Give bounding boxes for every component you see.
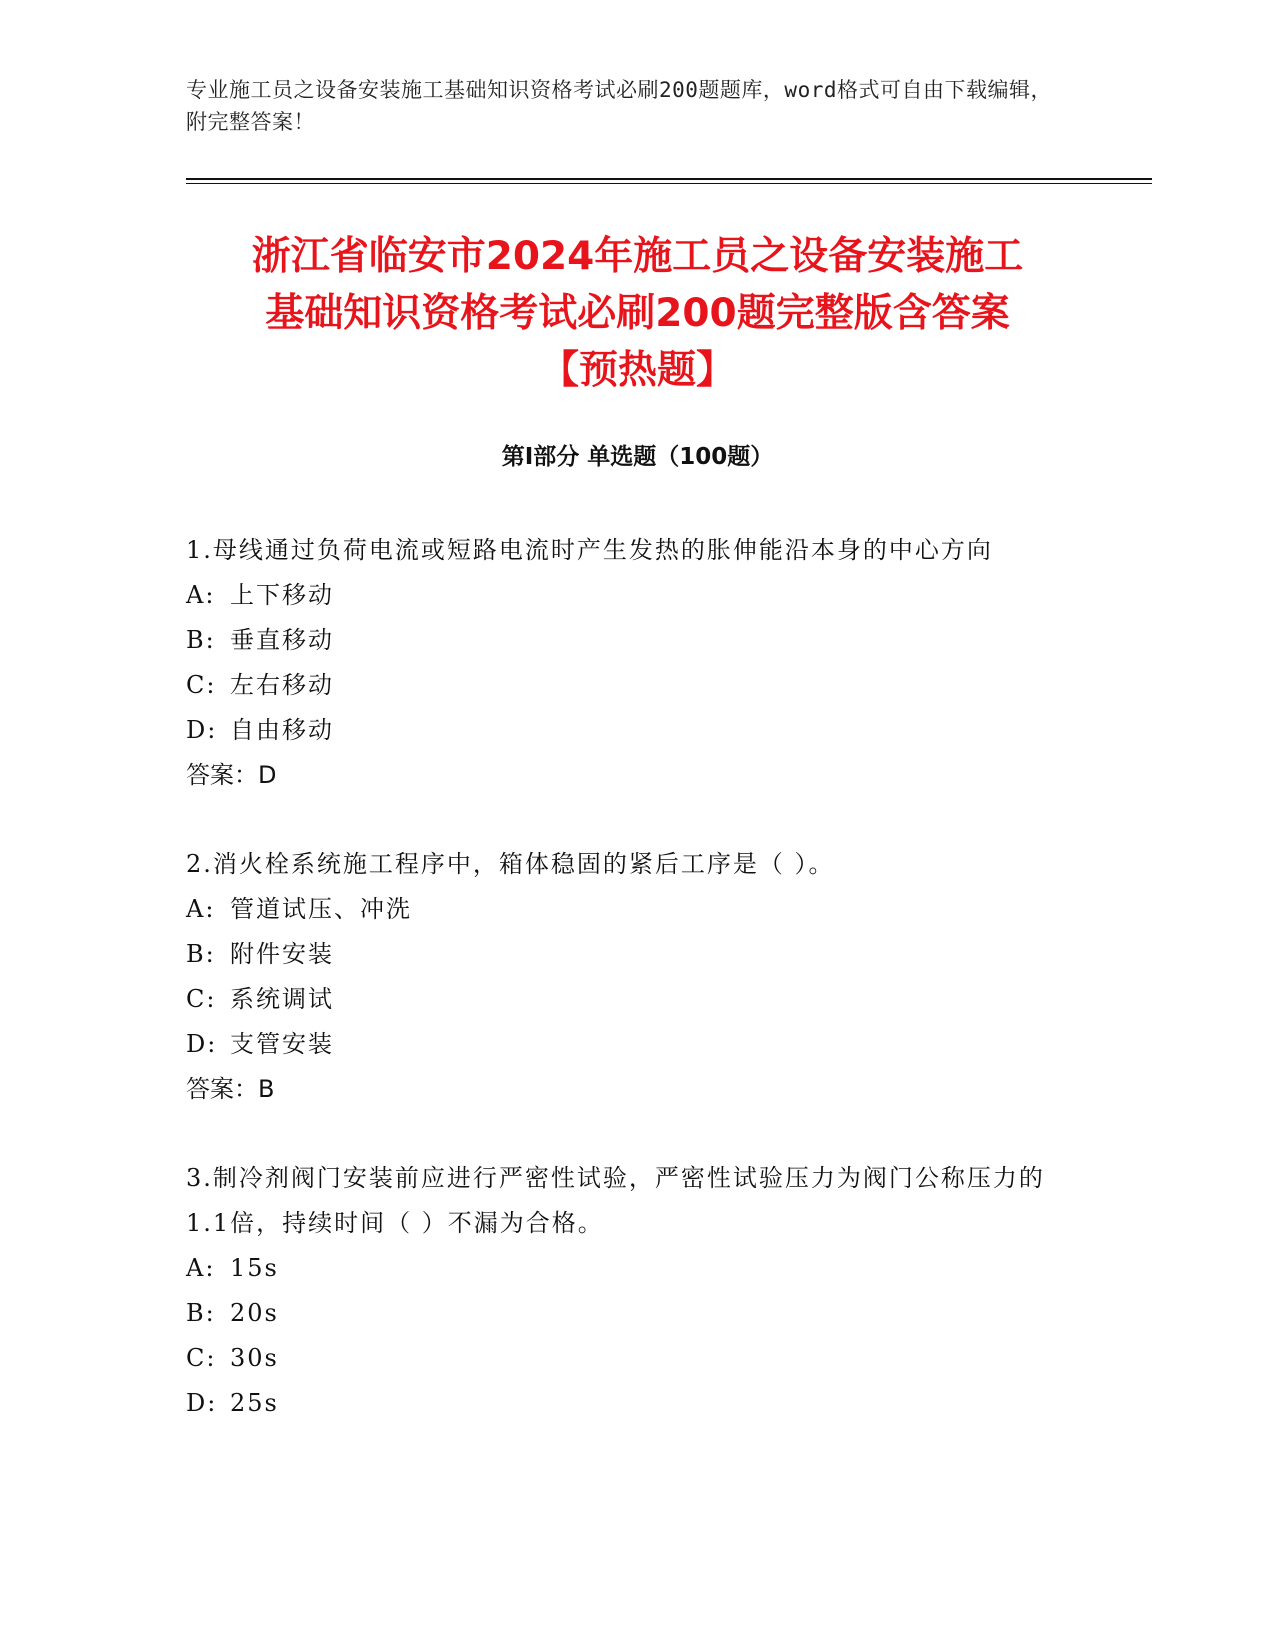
option-text: 管道试压、冲洗 — [230, 895, 412, 923]
title-line-1: 浙江省临安市2024年施工员之设备安装施工 — [251, 234, 1024, 279]
option-letter: D: — [186, 1389, 218, 1417]
option-letter: C: — [186, 985, 217, 1013]
question-2 — [186, 842, 1056, 1112]
answer-line: 答案：D — [186, 761, 277, 789]
option-text: 15s — [230, 1254, 279, 1282]
title-line-2: 基础知识资格考试必刷200题完整版含答案 — [265, 291, 1010, 336]
option-b — [186, 932, 1056, 977]
option-letter: B: — [186, 940, 216, 968]
section-heading: 第Ⅰ部分 单选题（100题） — [501, 444, 774, 470]
question-list — [186, 528, 1056, 1470]
question-stem: 3.制冷剂阀门安装前应进行严密性试验，严密性试验压力为阀门公称压力的1.1倍，持续时间（ ）不漏为合格。 — [186, 1164, 1045, 1237]
option-a — [186, 1246, 1056, 1291]
option-letter: B: — [186, 626, 216, 654]
option-letter: D: — [186, 1030, 218, 1058]
question-3 — [186, 1156, 1056, 1426]
option-text: 自由移动 — [230, 716, 334, 744]
option-text: 20s — [230, 1299, 279, 1327]
option-d — [186, 1381, 1056, 1426]
option-c — [186, 977, 1056, 1022]
option-text: 25s — [230, 1389, 279, 1417]
option-d — [186, 1022, 1056, 1067]
option-a — [186, 887, 1056, 932]
option-a — [186, 573, 1056, 618]
option-b — [186, 1291, 1056, 1336]
header-divider-thin — [186, 183, 1152, 184]
option-text: 上下移动 — [230, 581, 334, 609]
option-letter: C: — [186, 671, 217, 699]
option-text: 附件安装 — [230, 940, 334, 968]
answer-line: 答案：B — [186, 1075, 275, 1103]
option-c — [186, 663, 1056, 708]
option-text: 左右移动 — [230, 671, 334, 699]
header-note: 专业施工员之设备安装施工基础知识资格考试必刷200题题库，word格式可自由下载编辑，附完整答案！ — [186, 78, 1052, 134]
question-stem: 2.消火栓系统施工程序中，箱体稳固的紧后工序是（ ）。 — [186, 850, 835, 878]
option-text: 支管安装 — [230, 1030, 334, 1058]
question-stem: 1.母线通过负荷电流或短路电流时产生发热的胀伸能沿本身的中心方向 — [186, 536, 993, 564]
option-letter: A: — [186, 895, 216, 923]
option-b — [186, 618, 1056, 663]
option-letter: D: — [186, 716, 218, 744]
option-letter: C: — [186, 1344, 217, 1372]
option-c — [186, 1336, 1056, 1381]
option-letter: B: — [186, 1299, 216, 1327]
option-d — [186, 708, 1056, 753]
question-1 — [186, 528, 1056, 798]
option-text: 系统调试 — [230, 985, 334, 1013]
option-text: 30s — [230, 1344, 279, 1372]
title-line-3: 【预热题】 — [539, 348, 735, 393]
option-letter: A: — [186, 1254, 216, 1282]
header-divider — [186, 178, 1152, 180]
option-letter: A: — [186, 581, 216, 609]
document-title — [150, 228, 1125, 399]
option-text: 垂直移动 — [230, 626, 334, 654]
